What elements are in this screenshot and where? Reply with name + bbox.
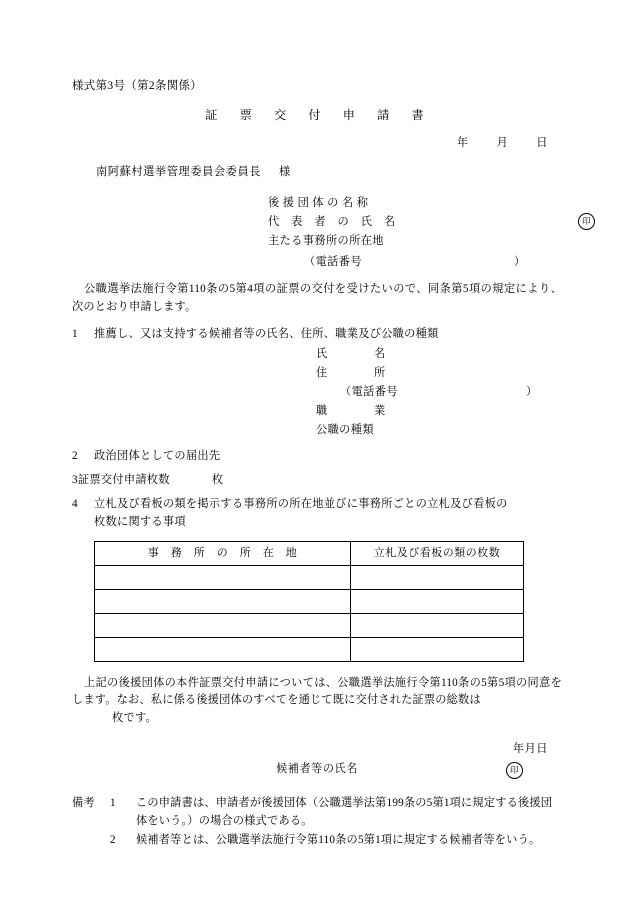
form-number: 様式第3号（第2条関係）	[72, 80, 203, 92]
note-2-number: 2	[110, 834, 116, 847]
candidate-occupation-label: 職 業	[316, 404, 386, 417]
table-cell-count[interactable]	[351, 613, 524, 637]
item-4-number: 4	[72, 498, 78, 511]
seal-icon: 印	[578, 213, 595, 230]
candidate-phone-paren: ）	[526, 385, 538, 398]
table-cell-count[interactable]	[351, 589, 524, 613]
item-4	[72, 496, 562, 513]
item-3	[72, 472, 562, 489]
intro-paragraph: 公職選挙法施行令第110条の5第4項の証票の交付を受けたいので、同条第5項の規定により、次のとおり申請します。	[72, 283, 562, 313]
date-year-bottom: 年	[512, 743, 525, 756]
applicant-org-row	[268, 195, 562, 214]
item-3-number: 3	[72, 473, 78, 486]
date-year-top: 年	[456, 136, 469, 149]
applicant-office-label: 主たる事務所の所在地	[268, 235, 384, 248]
note-1-number: 1	[110, 796, 116, 809]
date-day-top: 日	[536, 136, 548, 149]
item-3-amount: 枚	[211, 473, 224, 486]
candidate-occupation-row	[316, 403, 562, 422]
table-row	[95, 565, 524, 589]
candidate-name-label: 氏 名	[316, 347, 386, 360]
applicant-phone-paren: ）	[514, 256, 526, 269]
table-row	[95, 589, 524, 613]
candidate-office-type-row	[316, 422, 562, 441]
table-cell-location[interactable]	[95, 565, 351, 589]
applicant-phone-label: （電話番号	[304, 256, 362, 269]
candidate-signature-label: 候補者等の氏名	[276, 763, 358, 776]
candidate-phone-row	[340, 384, 562, 403]
table-header-count: 立札及び看板の類の枚数	[351, 541, 524, 565]
document-title-text: 証 票 交 付 申 請 書	[205, 107, 429, 122]
table-cell-count[interactable]	[351, 637, 524, 661]
table-row	[95, 637, 524, 661]
item-3-text: 証票交付申請枚数	[77, 473, 170, 486]
document-title	[72, 106, 562, 125]
consent-sheets: 枚です。	[112, 711, 158, 724]
table-cell-location[interactable]	[95, 589, 351, 613]
notes-section	[72, 795, 562, 850]
candidate-phone-label: （電話番号	[340, 385, 398, 398]
item-4-text2: 枚数に関する事項	[94, 515, 186, 528]
addressee-name: 南阿蘇村選挙管理委員会委員長	[96, 166, 262, 179]
applicant-rep-label: 代 表 者 の 氏 名	[268, 216, 396, 229]
addressee	[96, 164, 562, 181]
candidate-signature-line	[72, 761, 562, 778]
candidate-address-row	[316, 365, 562, 384]
item-2	[72, 448, 562, 465]
item-1-text: 推薦し、又は支持する候補者等の氏名、住所、職業及び公職の種類	[94, 328, 439, 341]
item-1-number: 1	[72, 328, 78, 341]
note-1-line1: この申請書は、申請者が後援団体（公職選挙法第199条の5第1項に規定する後援団	[136, 796, 553, 809]
date-month-top: 月	[496, 136, 509, 149]
note-1-line2: 体をいう。）の場合の様式である。	[136, 815, 313, 828]
note-1	[72, 795, 562, 812]
table-cell-count[interactable]	[351, 565, 524, 589]
office-table	[94, 541, 524, 662]
table-header-location: 事 務 所 の 所 在 地	[95, 541, 351, 565]
applicant-office-row	[268, 233, 562, 252]
document-body	[72, 78, 591, 850]
addressee-honorific: 様	[279, 166, 291, 179]
candidate-office-type-label: 公職の種類	[316, 423, 374, 436]
applicant-rep-row	[268, 214, 591, 233]
applicant-org-label: 後 援 団 体 の 名 称	[268, 197, 369, 210]
candidate-address-label: 住 所	[316, 366, 386, 379]
applicant-block	[268, 195, 591, 252]
note-2	[110, 832, 562, 849]
seal-icon: 印	[506, 762, 523, 779]
consent-paragraph: 上記の後援団体の本件証票交付申請については、公職選挙法施行令第110条の5第5項の同意をします。なお、私に係る後援団体のすべてを通じて既に交付された証票の総数は	[72, 676, 562, 707]
table-cell-location[interactable]	[95, 613, 351, 637]
candidate-name-row	[316, 346, 562, 365]
date-line-bottom	[72, 741, 548, 758]
candidate-fields	[316, 346, 562, 441]
table-cell-location[interactable]	[95, 637, 351, 661]
note-2-line1: 候補者等とは、公職選挙法施行令第110条の5第1項に規定する候補者等をいう。	[136, 834, 541, 847]
item-2-text: 政治団体としての届出先	[94, 449, 221, 462]
item-4-text: 立札及び看板の類を掲示する事務所の所在地並びに事務所ごとの立札及び看板の	[94, 498, 508, 511]
applicant-phone-row	[304, 254, 562, 273]
item-1	[72, 326, 562, 343]
date-month-bottom: 月	[524, 743, 537, 756]
notes-label: 備考	[72, 796, 95, 809]
date-day-bottom: 日	[536, 743, 548, 756]
date-line-top	[72, 135, 548, 152]
table-header-row	[95, 541, 524, 565]
table-row	[95, 613, 524, 637]
item-2-number: 2	[72, 449, 78, 462]
